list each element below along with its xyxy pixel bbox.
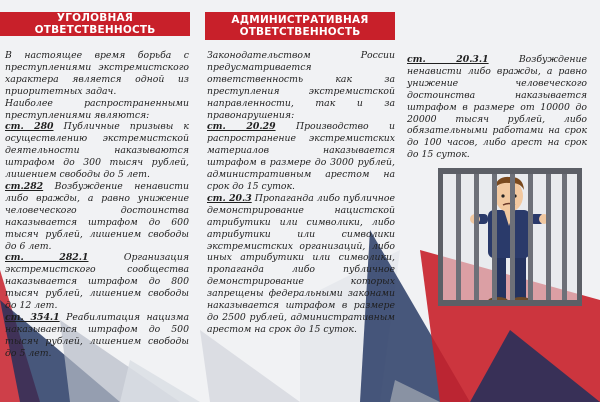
article-20-3-1 — [407, 54, 587, 161]
article-282-1 — [5, 252, 189, 312]
criminal-common-heading: Наиболее распространенными преступлениями являются: — [5, 97, 189, 121]
article-text: Возбуждение ненависти либо вражды, а равно унижение человеческого достоинства наказывается штрафом в размере от 10000 до 20000 тысяч рублей, либо обязательными работами на срок до 100 часов, либо арест на срок до 15 суток. — [407, 54, 587, 161]
article-number: ст.282 — [5, 180, 44, 192]
administrative-liability-column — [207, 50, 395, 336]
article-text: Организация экстремистского сообщества наказывается штрафом до 800 тысяч рублей, лишением свободы до 12 лет. — [5, 252, 189, 312]
prisoner-behind-bars-icon — [430, 162, 590, 312]
administrative-intro: Законодательством России предусматривается ответственность как за преступления экстремистской направленности, так и за правонарушения: — [207, 50, 395, 121]
administrative-liability-column-continued — [407, 54, 587, 161]
article-282 — [5, 181, 189, 252]
article-number: ст. 280 — [5, 121, 54, 133]
criminal-liability-title: УГОЛОВНАЯ ОТВЕТСТВЕННОСТЬ — [34, 12, 156, 36]
article-number: ст. 20.3.1 — [407, 54, 489, 65]
article-text: Реабилитация нацизма наказывается штрафом до 500 тысяч рублей, лишением свободы до 5 лет. — [5, 311, 189, 359]
article-20-29 — [207, 121, 395, 192]
article-280 — [5, 121, 189, 181]
article-text: Возбуждение ненависти либо вражды, а равно унижение человеческого достоинства наказывается штрафом до 600 тысяч рублей, лишением свободы до 6 лет. — [5, 180, 189, 252]
article-20-3 — [207, 193, 395, 336]
administrative-title-line2: ОТВЕТСТВЕННОСТЬ — [239, 26, 361, 38]
criminal-liability-column — [5, 50, 189, 360]
article-text: Пропаганда либо публичное демонстрирование нацистской атрибутики или символики, либо атрибутики или символики экстремистских организаций, либо иных атрибутики или символики, пропаганда либо публичное демонстрирование которых запрещены федеральными законами наказывается штрафом в размере до 2500 рублей, административным арестом на срок до 15 суток. — [207, 192, 395, 335]
article-text: Производство и распространение экстремистских материалов наказывается штрафом в размере до 3000 рублей, административным арестом на срок до 15 суток. — [207, 121, 395, 192]
administrative-title-line1: АДМИНИСТРАТИВНАЯ — [231, 14, 369, 26]
article-text: Публичные призывы к осуществлению экстремистской деятельности наказываются штрафом до 300 тысяч рублей, лишением свободы до 5 лет. — [5, 121, 189, 181]
administrative-liability-title — [231, 14, 368, 38]
article-number: ст. 282.1 — [5, 252, 89, 264]
administrative-liability-banner — [205, 12, 395, 40]
criminal-intro: В настоящее время борьба с преступлениями экстремистского характера является одной из приоритетных задач. — [5, 50, 189, 97]
article-354-1 — [5, 312, 189, 360]
criminal-liability-banner — [0, 12, 190, 36]
article-number: ст. 20.3 — [207, 192, 252, 204]
article-number: ст. 354.1 — [5, 311, 60, 323]
article-number: ст. 20.29 — [207, 121, 276, 133]
